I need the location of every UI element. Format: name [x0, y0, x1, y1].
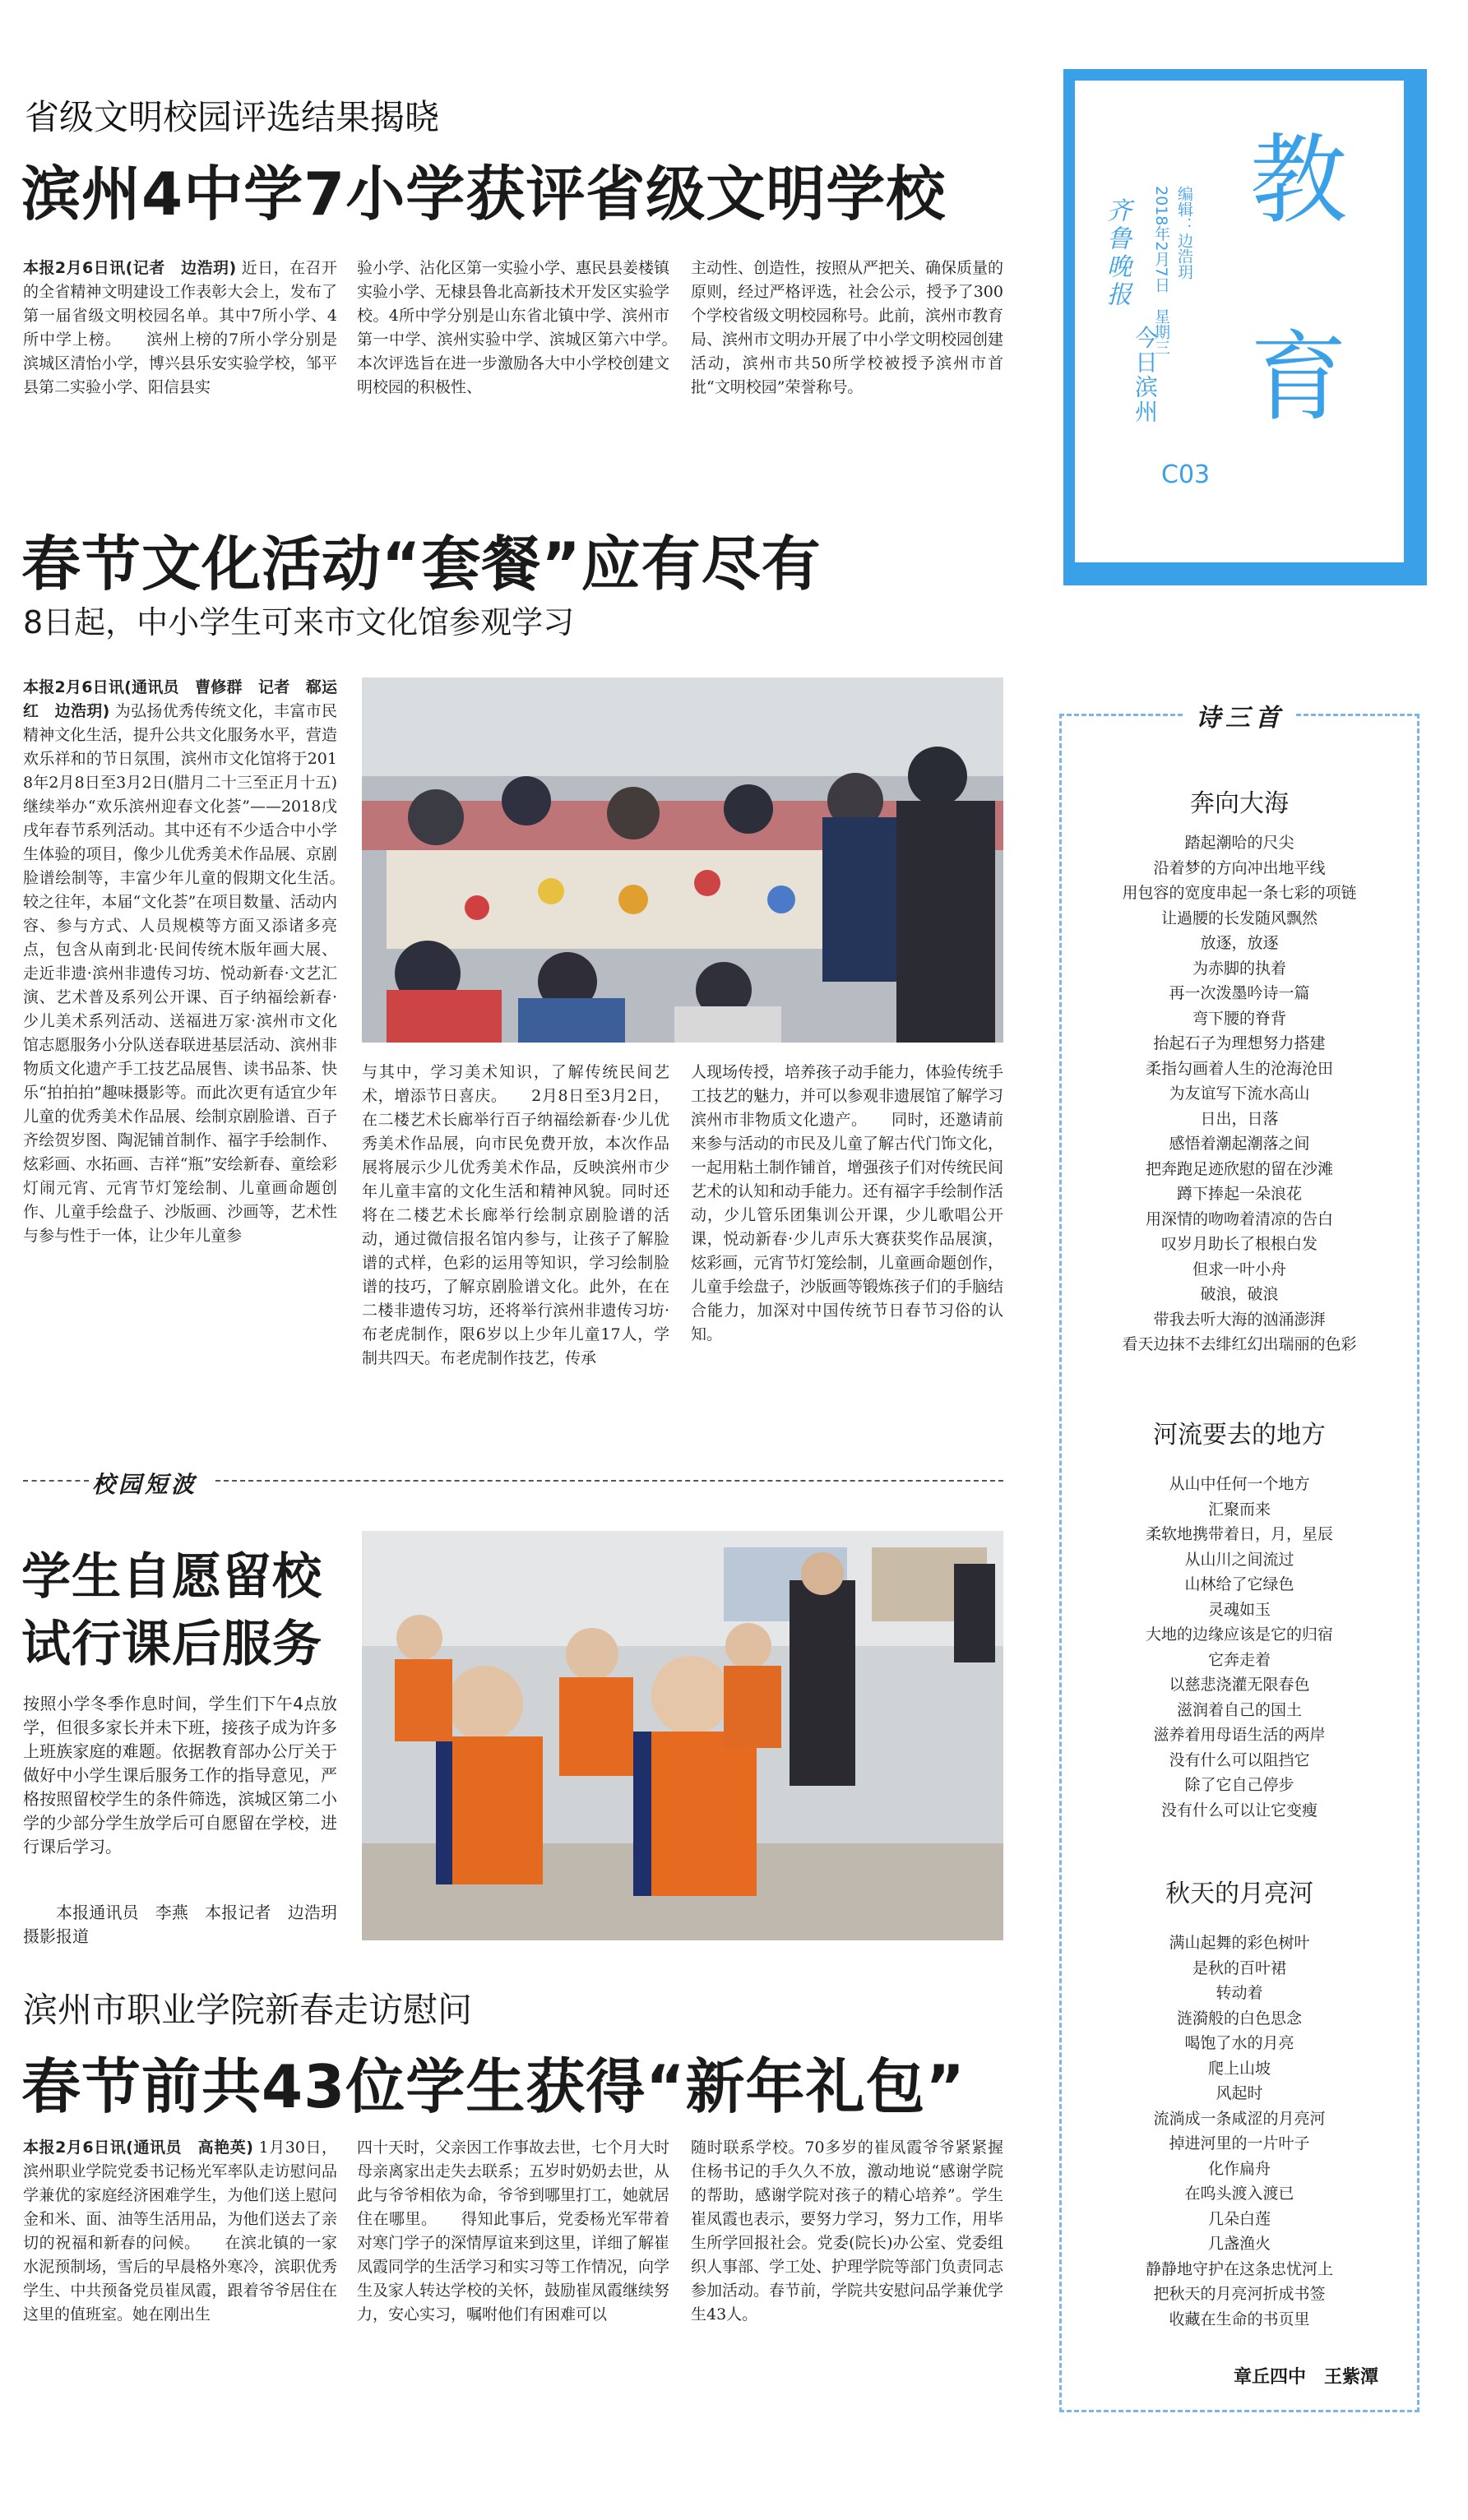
poem-2-lines — [1069, 1472, 1410, 1823]
story2-column-2: 与其中，学习美术知识，了解传统民间艺术，增添节日喜庆。 2月8日至3月2日，在二楼艺术长廊举行百子纳福绘新春·少儿优秀美术作品展，向市民免费开放，本次作品展将展示少儿优秀美术作品，反映滨州市少年儿童丰富的文化生活和精神风貌。同时还将在二楼艺术长廊举行绘制京剧脸谱的活动，通过微信报名馆内参与，让孩子了解脸谱的式样，色彩的运用等知识，学习绘制脸谱的技巧，了解京剧脸谱文化。此外，在在二楼非遗传习坊，还将举行滨州非遗传习坊·布老虎制作，限6岁以上少年儿童17人，学制共四天。布老虎制作技艺，传承 — [362, 1063, 669, 1367]
poem-2-line: 柔软地携带着日，月，星辰 — [1145, 1525, 1333, 1543]
story3-column-3: 随时联系学校。70多岁的崔凤霞爷爷紧紧握住杨书记的手久久不放，激动地说“感谢学院的帮助，感谢学院对孩子的精心培养”。学生崔凤霞也表示，要努力学习，努力工作，用毕生所学回报社会。党委(院长)办公室、党委组织人事部、学工处、护理学院等部门负责同志参加活动。春节前，学院共安慰问品学兼优学生43人。 — [691, 2139, 1003, 2323]
poem-1-line: 把奔跑足迹欣慰的留在沙滩 — [1145, 1159, 1333, 1178]
section-title-char-2: 育 — [1250, 321, 1348, 434]
story3-column-1 — [23, 2136, 337, 2407]
story3-headline: 春节前共43位学生获得“新年礼包” — [21, 2052, 966, 2121]
poem-3-line: 掉进河里的一片叶子 — [1169, 2134, 1310, 2152]
campus-label: 校园短波 — [92, 1471, 198, 1498]
masthead-right-bar — [1417, 81, 1427, 585]
poem-3-line: 是秋的百叶裙 — [1192, 1958, 1286, 1977]
poem-3-line: 化作扁舟 — [1207, 2159, 1271, 2178]
poem-2-line: 除了它自己停步 — [1184, 1776, 1294, 1794]
poem-1-line: 柔指勾画着人生的沧海沧田 — [1145, 1059, 1333, 1078]
poem-3-line: 风起时 — [1216, 2084, 1263, 2102]
poem-1-line: 蹲下捧起一朵浪花 — [1176, 1185, 1302, 1203]
story2-byline: 本报2月6日讯(通讯员 曹修群 记者 郗运红 边浩玥) — [23, 678, 337, 720]
poem-3-line: 收藏在生命的书页里 — [1169, 2310, 1310, 2328]
poem-2-line: 没有什么可以阻挡它 — [1169, 1750, 1310, 1769]
masthead-bottom-bar — [1075, 574, 1427, 585]
story3-kicker: 滨州市职业学院新春走访慰问 — [23, 1990, 473, 2030]
story2-headline: 春节文化活动“套餐”应有尽有 — [21, 529, 822, 599]
story2-column-3: 人现场传授，培养孩子动手能力，体验传统手工技艺的魅力，并可以参观非遗展馆了解学习滨州市非物质文化遗产。 同时，还邀请前来参与活动的市民及儿童了解古代门饰文化，一起用粘土制作铺首，增强孩子们对传统民间艺术的认知和动手能力。还有福字手绘制作活动，少儿管乐团集训公开课，少儿歌唱公开课，悦动新春·少儿声乐大赛获奖作品展演，炫彩画，元宵节灯笼绘制，儿童画命题创作，儿童手绘盘子，沙版画等锻炼孩子们的手脑结合能力，加深对中国传统节日春节习俗的认知。 — [691, 1063, 1003, 1343]
poem-3-lines — [1069, 1930, 1410, 2332]
story2-column-1 — [23, 676, 337, 1442]
poem-3-line: 几盏渔火 — [1207, 2235, 1271, 2253]
poem-3-title: 秋天的月亮河 — [1165, 1880, 1313, 1908]
story1-column-2: 验小学、沾化区第一实验小学、惠民县姜楼镇实验小学、无棣县鲁北高新技术开发区实验学校。4所中学分别是山东省北镇中学、滨州市第一中学、滨州实验中学、滨城区第六中学。 本次评选旨在进一步激励各大中小学校创建文明校园的积极性、 — [357, 259, 669, 396]
poem-1-line: 为赤脚的执着 — [1192, 959, 1286, 978]
story2-subhead: 8日起，中小学生可来市文化馆参观学习 — [23, 604, 575, 640]
poem-1-line: 为友谊写下流水高山 — [1169, 1084, 1310, 1103]
story3-column-1-text: 1月30日，滨州职业学院党委书记杨光军率队走访慰问品学兼优的家庭经济困难学生，为他们送上慰问金和米、面、油等生活用品，为他们送去了亲切的祝福和新春的问候。 在滨北镇的一家水泥预制场，雪后的早晨格外寒冷，滨职优秀学生、中共预备党员崔凤霞，跟着爷爷居住在这里的值班室。她在刚出生 — [23, 2139, 337, 2323]
story1-column-1 — [23, 257, 337, 479]
section-title-char-1: 教 — [1250, 123, 1348, 237]
poem-2-line: 从山川之间流过 — [1184, 1550, 1294, 1569]
poem-1-line: 破浪，破浪 — [1200, 1285, 1279, 1303]
poem-1-line: 看天边抹不去绯红幻出瑞丽的色彩 — [1122, 1335, 1357, 1353]
poem-1-line: 沿着梦的方向冲出地平线 — [1153, 858, 1326, 877]
poem-1-title: 奔向大海 — [1190, 789, 1289, 818]
poem-3-line: 把秋天的月亮河折成书签 — [1153, 2285, 1326, 2303]
poem-2-line: 山林给了它绿色 — [1184, 1575, 1294, 1593]
poem-2-line: 灵魂如玉 — [1207, 1600, 1271, 1619]
story1-byline: 本报2月6日讯(记者 边浩玥) — [23, 259, 237, 277]
poem-3-line: 爬上山坡 — [1207, 2059, 1271, 2078]
story3-column-2: 四十天时，父亲因工作事故去世，七个月大时母亲离家出走失去联系；五岁时奶奶去世，从此与爷爷相依为命，爷爷到哪里打工，她就居住在哪里。 得知此事后，党委杨光军带着对寒门学子的深情厚谊来到这里，详细了解崔凤霞同学的生活学习和实习等工作情况，向学生及家人转达学校的关怀，鼓励崔凤霞继续努力，安心实习，嘱咐他们有困难可以 — [357, 2139, 669, 2323]
story3-byline: 本报2月6日讯(通讯员 高艳英) — [23, 2139, 253, 2157]
poems-label: 诗三首 — [1184, 697, 1296, 733]
photo-students-after-school-image — [362, 1531, 1003, 1940]
poem-2-title: 河流要去的地方 — [1153, 1421, 1326, 1450]
campus-headline-line-1: 学生自愿留校 — [21, 1548, 322, 1606]
poem-1-line: 踏起潮哈的尺尖 — [1184, 834, 1294, 852]
story1-headline: 滨州4中学7小学获评省级文明学校 — [21, 160, 947, 229]
poem-1-line: 叹岁月助长了根根白发 — [1160, 1235, 1317, 1253]
poem-1-line: 用包容的宽度串起一条七彩的项链 — [1122, 884, 1357, 902]
poem-2-line: 滋润着自己的国土 — [1176, 1700, 1302, 1719]
campus-divider-right — [215, 1480, 1003, 1482]
story1-column-1-text: 近日，在召开的全省精神文明建设工作表彰大会上，发布了第一届省级文明校园名单。其中7所小学、4所中学上榜。 滨州上榜的7所小学分别是滨城区清怡小学，博兴县乐安实验学校，邹平县第二实验小学、阳信县实 — [23, 259, 337, 396]
masthead-paper-name: 齐鲁晚报 — [1102, 197, 1131, 309]
story2-column-1-text: 为弘扬优秀传统文化，丰富市民精神文化生活，提升公共文化服务水平，营造欢乐祥和的节日氛围，滨州市文化馆将于2018年2月8日至3月2日(腊月二十三至正月十五)继续举办“欢乐滨州迎春文化荟”——2018戊戌年春节系列活动。其中还有不少适合中小学生体验的项目，像少儿优秀美术作品展、京剧脸谱绘制等，丰富少年儿童的假期文化生活。 较之往年，本届“文化荟”在项目数量、活动内容、参与方式、人员规模等方面又添诸多亮点，包含从南到北·民间传统木版年画大展、走近非遗·滨州非遗传习坊、悦动新春·文艺汇演、艺术普及系列公开课、百子纳福绘新春·少儿美术系列活动、送福进万家·滨州市文化馆志愿服务小分队送春联进基层活动、滨州非物质文化遗产手工技艺品展售、读书品茶、快乐“拍拍拍”趣味摄影等。而此次更有适宜少年儿童的优秀美术作品展、绘制京剧脸谱、百子齐绘贺岁图、陶泥铺首制作、福字手绘制作、炫彩画、水拓画、吉祥“瓶”安绘新春、童绘彩灯闹元宵、元宵节灯笼绘制、儿童画命题创作、儿童手绘盘子、沙版画、沙画等，艺术性与参与性于一体，让少年儿童参 — [23, 702, 337, 1245]
poem-2-line: 它奔走着 — [1207, 1650, 1271, 1669]
masthead-editor: 编辑：边浩玥 — [1175, 186, 1193, 280]
poem-3-line: 涟漪般的白色思念 — [1176, 2009, 1302, 2028]
masthead-edition: 今日滨州 — [1132, 326, 1159, 424]
campus-headline-line-2: 试行课后服务 — [21, 1616, 322, 1673]
poem-1-line: 放逐，放逐 — [1200, 934, 1279, 952]
poem-3-line: 转动着 — [1216, 1984, 1263, 2002]
poem-1-line: 但求一叶小舟 — [1192, 1260, 1286, 1278]
poem-3-line: 在呜头渡入渡已 — [1184, 2185, 1294, 2203]
poem-3-line: 静静地守护在这条忠忧河上 — [1145, 2259, 1333, 2278]
campus-credit: 本报通讯员 李燕 本报记者 边浩玥 摄影报道 — [23, 1903, 354, 1946]
photo-children-painting — [362, 677, 1003, 1043]
poem-1-line: 弯下腰的脊背 — [1192, 1009, 1286, 1028]
poem-1-line: 用深情的吻吻着清凉的告白 — [1145, 1209, 1333, 1228]
masthead-date: 2018年2月7日 星期三 — [1152, 186, 1170, 355]
photo-children-painting-image — [362, 677, 1003, 1043]
poem-2-line: 从山中任何一个地方 — [1169, 1475, 1310, 1493]
story1-kicker: 省级文明校园评选结果揭晓 — [25, 97, 440, 137]
masthead-page-number: C03 — [1161, 460, 1211, 489]
poem-3-line: 流淌成一条咸涩的月亮河 — [1153, 2109, 1326, 2128]
poem-1-line: 带我去听大海的汹涌澎湃 — [1153, 1310, 1326, 1329]
campus-divider-left — [23, 1480, 89, 1482]
poem-3-line: 满山起舞的彩色树叶 — [1169, 1934, 1310, 1952]
poem-2-line: 滋养着用母语生活的两岸 — [1153, 1726, 1326, 1744]
poem-1-lines — [1069, 830, 1410, 1357]
poem-1-line: 感悟着潮起潮落之间 — [1169, 1135, 1310, 1153]
poem-1-line: 让過腰的长发随风飘然 — [1160, 909, 1317, 927]
poem-1-line: 日出，日落 — [1200, 1109, 1279, 1128]
poem-1-line: 再一次泼墨吟诗一篇 — [1169, 984, 1310, 1002]
poem-2-line: 以慈悲浇灌无限春色 — [1169, 1676, 1310, 1694]
masthead-inner — [1075, 81, 1404, 562]
poem-2-line: 汇聚而来 — [1207, 1500, 1271, 1519]
poem-1-line: 抬起石子为理想努力搭建 — [1153, 1034, 1326, 1052]
poem-3-line: 几朵白莲 — [1207, 2209, 1271, 2228]
campus-body: 按照小学冬季作息时间，学生们下午4点放学，但很多家长并未下班，接孩子成为许多上班族家庭的难题。依据教育部办公厅关于做好中小学生课后服务工作的指导意见，严格按照留校学生的条件筛选，滨城区第二小学的少部分学生放学后可自愿留在学校，进行课后学习。 — [23, 1694, 337, 1856]
story1-column-3: 主动性、创造性，按照从严把关、确保质量的原则，经过严格评选，社会公示，授予了300个学校省级文明校园称号。此前，滨州市教育局、滨州市文明办开展了中小学文明校园创建活动，滨州市共50所学校被授予滨州市首批“文明校园”荣誉称号。 — [691, 259, 1003, 396]
poem-3-line: 喝饱了水的月亮 — [1184, 2034, 1294, 2052]
poems-author: 章丘四中 王紫潭 — [1234, 2367, 1379, 2388]
poem-2-line: 没有什么可以让它变瘦 — [1160, 1801, 1317, 1819]
poem-2-line: 大地的边缘应该是它的归宿 — [1145, 1625, 1333, 1644]
photo-students-after-school — [362, 1531, 1003, 1940]
